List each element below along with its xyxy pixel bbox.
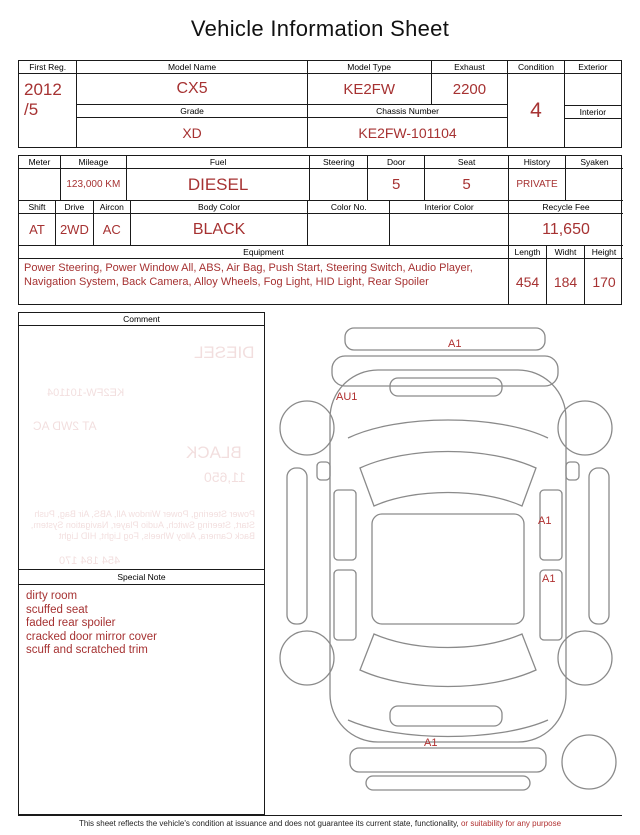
right-mirror [566, 462, 579, 480]
chassis-number-label: Chassis Number [308, 105, 508, 118]
special-note-item: scuff and scratched trim [26, 644, 148, 656]
interior-color-label: Interior Color [390, 201, 508, 214]
left-rocker-panel [287, 468, 307, 624]
width-label: Widht [547, 246, 584, 259]
footer-text: This sheet reflects the vehicle's condition at issuance and does not guarantee its current state, functionality, [78, 819, 461, 828]
wheel-front-left [280, 401, 334, 455]
aircon-value: AC [102, 222, 121, 237]
fuel-cell [127, 156, 311, 200]
left-mirror [317, 462, 330, 480]
spare-wheel [562, 735, 616, 789]
model-name-value: CX5 [176, 80, 208, 97]
body-color-value: BLACK [192, 220, 246, 238]
mileage-label: Mileage [61, 156, 126, 169]
steering-value [310, 169, 367, 200]
exterior-cell [565, 61, 621, 105]
damage-mark-front: A1 [448, 338, 462, 350]
model-name-label: Model Name [77, 61, 306, 74]
door-label: Door [368, 156, 424, 169]
condition-label: Condition [508, 61, 563, 74]
seat-cell [425, 156, 508, 200]
model-block [77, 61, 508, 147]
aircon-label: Aircon [94, 201, 130, 214]
drive-label: Drive [56, 201, 93, 214]
condition-cell [508, 61, 564, 147]
recycle-fee-cell [509, 201, 623, 246]
ghost-text: DIESEL [193, 343, 254, 362]
equipment-label: Equipment [19, 246, 508, 259]
damage-mark-right-lower: A1 [542, 573, 556, 585]
registration-table [18, 60, 622, 148]
body-color-cell [131, 201, 309, 245]
ghost-text: AT 2WD AC [33, 419, 97, 433]
special-note-item: cracked door mirror cover [26, 630, 158, 643]
steering-cell [310, 156, 368, 200]
history-cell [509, 156, 566, 200]
chassis-number-value: KE2FW-101104 [358, 124, 457, 141]
first-reg-month: /5 [24, 100, 39, 119]
grade-value: XD [182, 124, 202, 141]
interior-value [565, 119, 621, 147]
color-no-value [308, 214, 389, 245]
footer-text-red: or suitability for any purpose [460, 819, 562, 828]
ghost-text: KE2FW-101104 [47, 387, 125, 399]
color-no-cell [308, 201, 390, 245]
spec-right-block [509, 156, 623, 304]
roof-shape [372, 514, 524, 624]
wheel-rear-left [280, 631, 334, 685]
car-diagram [266, 316, 630, 808]
ghost-text: BLACK [186, 443, 242, 462]
exterior-interior-block [565, 61, 621, 147]
first-reg-year: 2012 [24, 80, 62, 99]
rear-bumper-lower-shape [366, 776, 530, 790]
damage-mark-right-upper: A1 [538, 515, 552, 527]
meter-value [19, 169, 60, 200]
height-label: Height [585, 246, 623, 259]
hood-line [348, 420, 548, 438]
grade-cell [77, 105, 307, 147]
exhaust-cell [432, 61, 508, 104]
body-color-label: Body Color [131, 201, 308, 214]
first-reg-value [19, 74, 76, 147]
aircon-cell [94, 201, 131, 245]
special-note-list [26, 590, 157, 658]
fuel-label: Fuel [127, 156, 310, 169]
mileage-cell [61, 156, 127, 200]
grade-label: Grade [77, 105, 306, 118]
rear-bumper-upper-shape [350, 748, 546, 772]
length-label: Length [509, 246, 546, 259]
ghost-text: 454 184 170 [59, 555, 121, 567]
exterior-value [565, 74, 621, 105]
right-rocker-panel [589, 468, 609, 624]
door-value: 5 [392, 176, 401, 193]
spec-table [18, 155, 622, 305]
interior-cell [565, 105, 621, 147]
special-note-item: dirty room [26, 590, 78, 602]
mileage-value: 123,000 KM [66, 179, 121, 190]
model-type-label: Model Type [308, 61, 431, 74]
footer-disclaimer [0, 819, 640, 828]
height-value: 170 [592, 273, 616, 290]
length-value: 454 [515, 273, 540, 290]
front-bumper-upper-shape [345, 328, 545, 350]
damage-mark-front-left: AU1 [336, 391, 358, 403]
width-cell [547, 246, 585, 304]
shift-label: Shift [19, 201, 55, 214]
interior-color-value [390, 214, 508, 245]
seat-value: 5 [462, 176, 471, 193]
syaken-label: Syaken [566, 156, 623, 169]
exterior-label: Exterior [565, 61, 621, 74]
drive-cell [56, 201, 94, 245]
special-note-label: Special Note [19, 569, 264, 585]
model-type-value: KE2FW [343, 80, 395, 98]
damage-mark-rear: A1 [424, 737, 438, 749]
left-door-front-panel [334, 490, 356, 560]
condition-value: 4 [530, 98, 542, 122]
length-cell [509, 246, 547, 304]
meter-label: Meter [19, 156, 60, 169]
recycle-fee-value: 11,650 [542, 220, 590, 238]
interior-label: Interior [565, 106, 621, 119]
seat-label: Seat [425, 156, 508, 169]
rear-window-shape [360, 634, 536, 687]
fuel-value: DIESEL [187, 174, 249, 194]
model-type-cell [308, 61, 432, 104]
bottom-divider [18, 815, 622, 816]
drive-value: 2WD [59, 222, 89, 237]
special-note-item: scuffed seat [26, 603, 88, 616]
windshield-shape [360, 452, 536, 507]
comment-box [18, 312, 265, 815]
chassis-number-cell [308, 105, 508, 147]
syaken-value [566, 169, 623, 200]
height-cell [585, 246, 623, 304]
ghost-text: Power Steering, Power Window All, ABS, Air Bag, Push Start, Steering Switch, Audio Player, Navigation System, Back Camera, Alloy Wheels, Fog Light, HID Light [30, 509, 255, 541]
width-value: 184 [553, 273, 578, 290]
exhaust-value: 2200 [452, 80, 487, 98]
first-reg-cell [19, 61, 77, 147]
left-door-rear-panel [334, 570, 356, 640]
special-note-item: faded rear spoiler [26, 617, 116, 629]
shift-value: AT [29, 222, 45, 237]
first-reg-label: First Reg. [19, 61, 76, 74]
history-label: History [509, 156, 565, 169]
equipment-cell [19, 246, 508, 304]
shift-cell [19, 201, 56, 245]
front-grille-shape [390, 378, 502, 396]
interior-color-cell [390, 201, 508, 245]
equipment-value: Power Steering, Power Window All, ABS, Air Bag, Push Start, Steering Switch, Audio Player, Navigation System, Back Camera, Alloy Wheels, Fog Light, HID Light, Rear Spoiler [24, 262, 473, 288]
model-name-cell [77, 61, 307, 104]
door-cell [368, 156, 425, 200]
history-value: PRIVATE [516, 179, 558, 190]
trunk-line [348, 720, 548, 737]
rear-inner-panel [390, 706, 502, 726]
recycle-fee-label: Recycle Fee [509, 201, 623, 214]
page-title: Vehicle Information Sheet [190, 16, 450, 41]
steering-label: Steering [310, 156, 367, 169]
comment-label: Comment [19, 313, 264, 326]
color-no-label: Color No. [308, 201, 389, 214]
exhaust-label: Exhaust [432, 61, 508, 74]
spec-left-block [19, 156, 509, 304]
meter-cell [19, 156, 61, 200]
syaken-cell [566, 156, 623, 200]
ghost-text: 11,650 [204, 469, 246, 485]
